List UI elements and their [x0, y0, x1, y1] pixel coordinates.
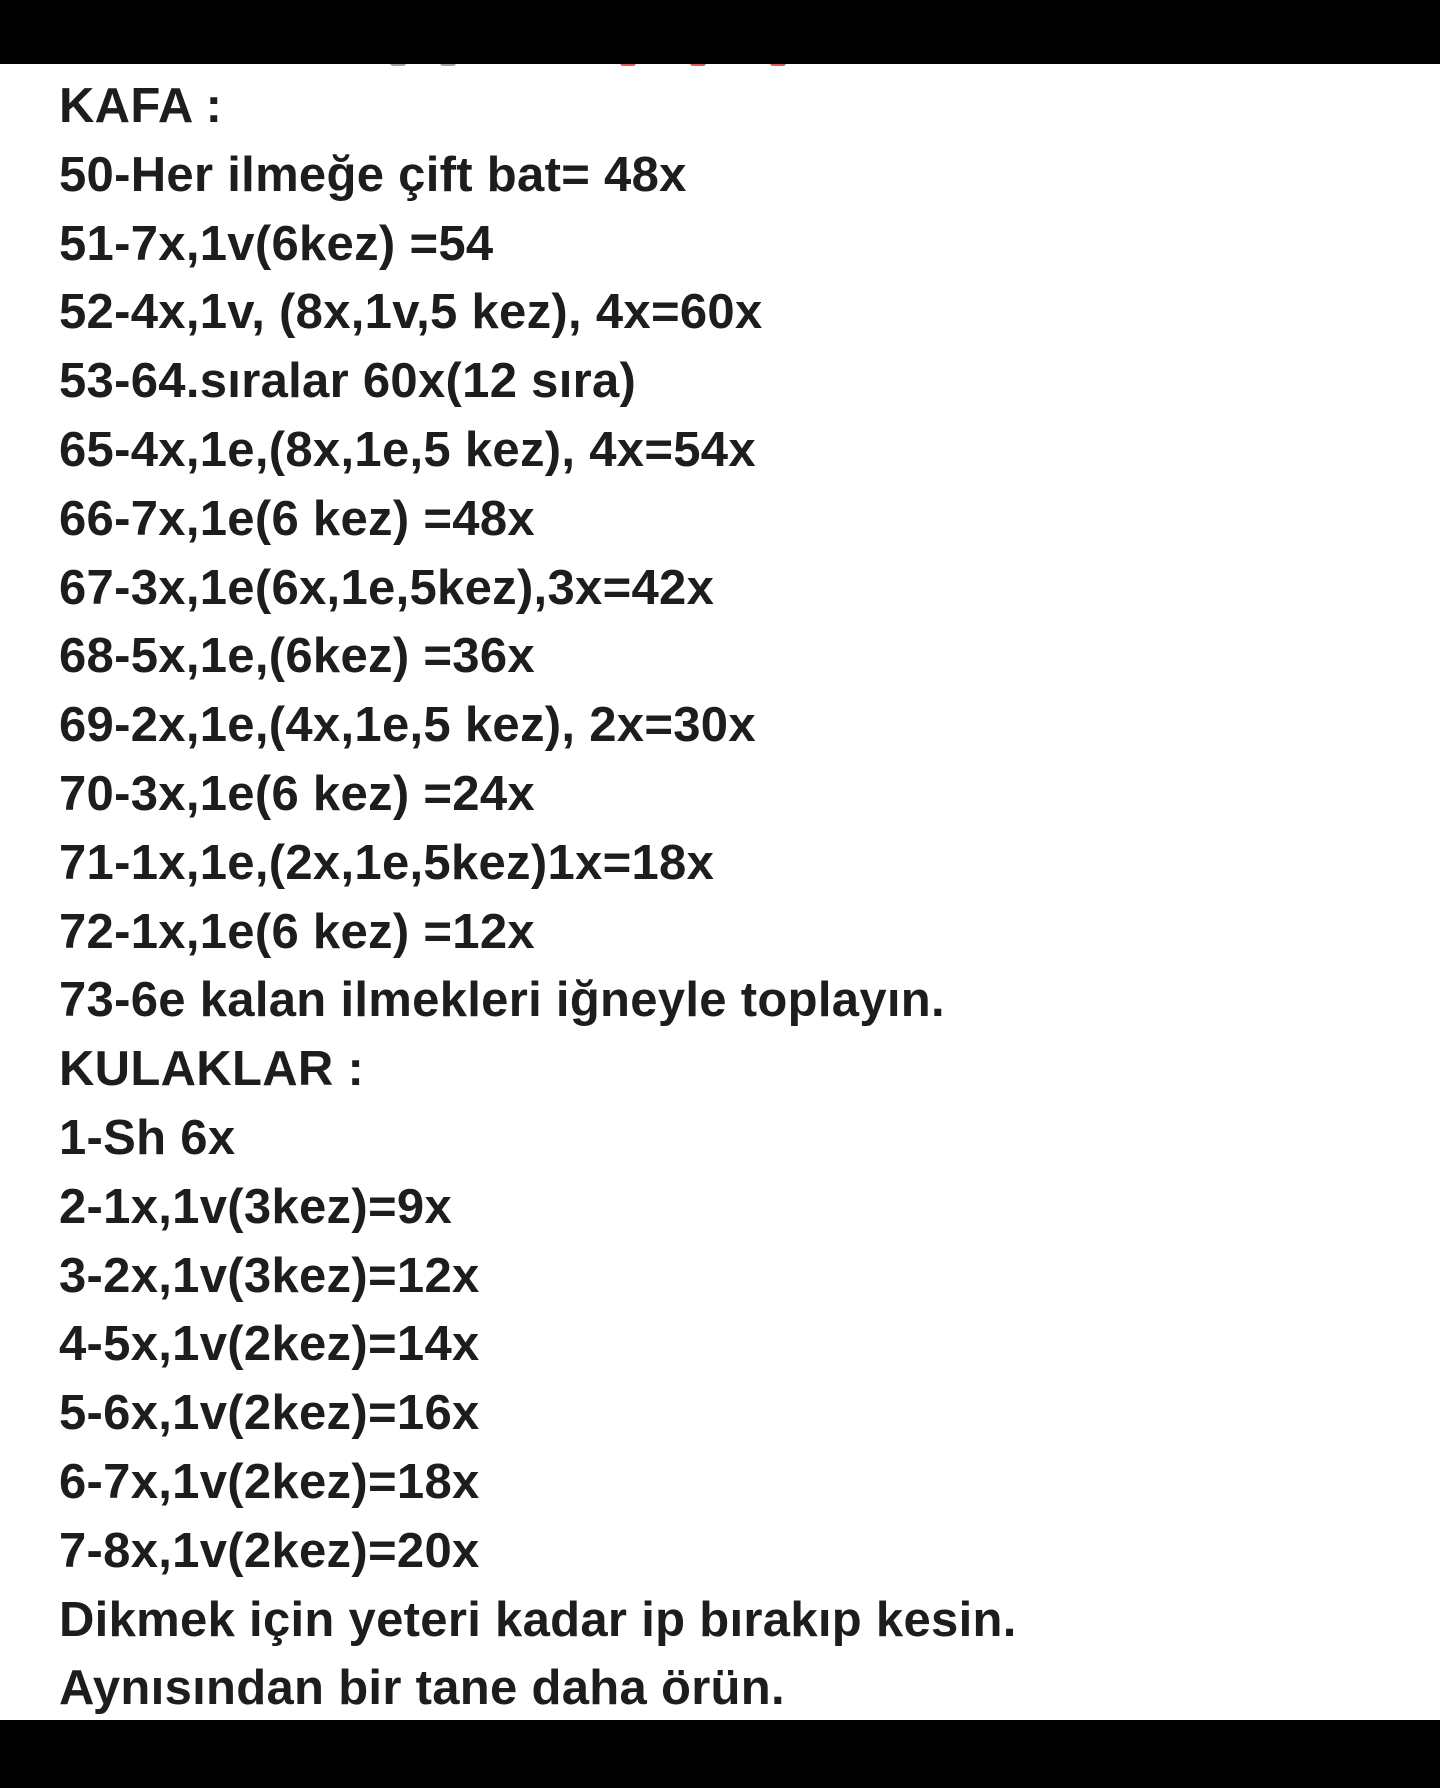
pattern-row: 53-64.sıralar 60x(12 sıra)	[59, 354, 637, 409]
top-frame-bar	[0, 0, 1440, 64]
pattern-row: 66-7x,1e(6 kez) =48x	[59, 491, 535, 546]
cropped-text-remnant	[390, 64, 790, 68]
bottom-frame-bar	[0, 1720, 1440, 1788]
section-heading-ears: KULAKLAR :	[59, 1042, 365, 1097]
pattern-row: 69-2x,1e,(4x,1e,5 kez), 2x=30x	[59, 698, 756, 753]
instruction-line: Dikmek için yeteri kadar ip bırakıp kesin.	[59, 1592, 1017, 1647]
pattern-row: 5-6x,1v(2kez)=16x	[59, 1386, 480, 1441]
pattern-row: 71-1x,1e,(2x,1e,5kez)1x=18x	[59, 835, 715, 890]
pattern-row: 1-Sh 6x	[59, 1110, 236, 1165]
section-heading-head: KAFA :	[59, 79, 223, 133]
pattern-row: 2-1x,1v(3kez)=9x	[59, 1179, 452, 1234]
pattern-row: 70-3x,1e(6 kez) =24x	[59, 766, 535, 821]
pattern-row: 51-7x,1v(6kez) =54	[59, 216, 494, 271]
pattern-row: 3-2x,1v(3kez)=12x	[59, 1248, 480, 1303]
pattern-row: 67-3x,1e(6x,1e,5kez),3x=42x	[59, 560, 715, 615]
pattern-row: 7-8x,1v(2kez)=20x	[59, 1523, 480, 1578]
pattern-row: 68-5x,1e,(6kez) =36x	[59, 629, 535, 684]
pattern-row: 4-5x,1v(2kez)=14x	[59, 1317, 480, 1372]
pattern-text	[59, 72, 1017, 1720]
pattern-row: 52-4x,1v, (8x,1v,5 kez), 4x=60x	[59, 285, 763, 340]
pattern-row: 72-1x,1e(6 kez) =12x	[59, 904, 535, 959]
pattern-row: 50-Her ilmeğe çift bat= 48x	[59, 147, 687, 202]
pattern-row: 65-4x,1e,(8x,1e,5 kez), 4x=54x	[59, 422, 756, 477]
instruction-line: Aynısından bir tane daha örün.	[59, 1661, 785, 1716]
pattern-page	[0, 64, 1440, 1720]
pattern-row: 6-7x,1v(2kez)=18x	[59, 1454, 480, 1509]
pattern-row: 73-6e kalan ilmekleri iğneyle toplayın.	[59, 973, 945, 1028]
